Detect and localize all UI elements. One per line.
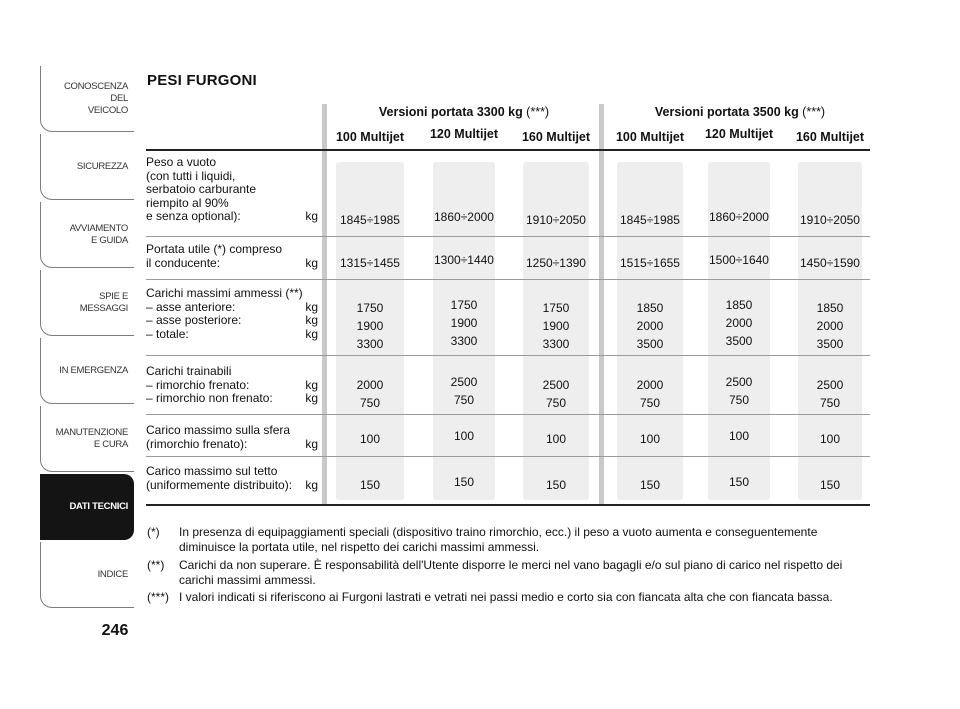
table-cell: 1845÷1985 [340,213,400,227]
chapter-sidebar [40,66,134,610]
table-cell: 1910÷2050 [800,213,860,227]
tab-conoscenza-del-veicolo[interactable]: CONOSCENZA DEL VEICOLO [40,66,134,132]
table-cell: 1515÷1655 [620,256,680,270]
bottom-rule [146,504,870,506]
table-cell: 150 [639,478,661,492]
table-cell: 150 [545,478,567,492]
footnote-text: In presenza di equipaggiamenti speciali (dispositivo traino rimorchio, ecc.) il peso a vuoto aumenta e conseguentemente diminuisce la portata utile, nel rispetto dei carichi massimi ammessi. [179,525,818,554]
footnote-text: Carichi da non superare. È responsabilità dell'Utente disporre le merci nel vano bagagli e/o sul piano di carico nel rispetto dei carichi massimi ammessi. [179,558,843,587]
table-cell: 150 [453,475,475,489]
table-cell: 1500÷1640 [709,253,769,267]
footnote-marker: (**) [147,558,165,572]
row-rule [146,355,870,356]
table-cell: 100 [728,429,750,443]
table-cell: 150 [819,478,841,492]
table-cell: 1300÷1440 [434,253,494,267]
table-cell: 2000 750 [636,378,664,410]
row-rule [146,236,870,237]
table-cell: 1850 2000 3500 [636,301,664,351]
footnote-3 [147,590,867,605]
table-cell: 100 [545,432,567,446]
row-units: kg [305,209,318,223]
table-cell: 1750 1900 3300 [356,301,384,351]
column-divider [599,104,604,506]
table-cell: 100 [359,432,381,446]
footnote-marker: (***) [147,590,170,604]
table-cell: 150 [728,475,750,489]
table-cell: 2500 750 [816,378,844,410]
table-cell: 1910÷2050 [526,213,586,227]
row-label: Portata utile (*) compreso il conducente: [146,242,283,270]
table-cell: 1315÷1455 [340,256,400,270]
tab-avviamento-e-guida[interactable]: AVVIAMENTO E GUIDA [40,202,134,268]
tab-manutenzione-e-cura[interactable]: MANUTENZIONE E CURA [40,406,134,472]
column-header: 100 Multijet [335,130,405,144]
table-cell: 1845÷1985 [620,213,680,227]
table-cell: 1250÷1390 [526,256,586,270]
table-cell: 100 [453,429,475,443]
column-header: 100 Multijet [615,130,685,144]
table-cell: 100 [819,432,841,446]
column-header: 160 Multijet [521,130,591,144]
table-cell: 1750 1900 3300 [542,301,570,351]
row-units: kg [305,477,318,492]
table-cell: 1750 1900 3300 [450,298,478,348]
column-header: 120 Multijet [704,127,774,141]
row-units: kg kg [305,377,318,405]
table-cell: 1860÷2000 [709,210,769,224]
tab-indice[interactable]: INDICE [40,542,134,608]
table-cell: 1850 2000 3500 [725,298,753,348]
group-header-3300: Versioni portata 3300 kg (***) [378,105,550,119]
footnote-text: I valori indicati si riferiscono ai Furgoni lastrati e vetrati nei passi medio e corto sia con fiancata alta che con fiancata bassa. [179,590,833,604]
row-label: Carico massimo sulla sfera (rimorchio frenato): [146,423,291,451]
footnote-2 [147,558,867,588]
table-cell: 100 [639,432,661,446]
footnote-marker: (*) [147,525,160,539]
page-number: 246 [101,622,129,639]
tab-sicurezza[interactable]: SICUREZZA [40,134,134,200]
row-rule [146,414,870,415]
table-cell: 2000 750 [356,378,384,410]
row-units: kg kg kg [305,299,318,341]
column-header: 160 Multijet [795,130,865,144]
tab-in-emergenza[interactable]: IN EMERGENZA [40,338,134,404]
row-units: kg [305,255,318,270]
table-cell: 2500 750 [450,375,478,407]
table-cell: 2500 750 [725,375,753,407]
table-cell: 150 [359,478,381,492]
page-title: PESI FURGONI [147,72,257,89]
tab-spie-e-messaggi[interactable]: SPIE E MESSAGGI [40,270,134,336]
row-units: kg [305,436,318,451]
table-cell: 2500 750 [542,378,570,410]
column-header: 120 Multijet [429,127,499,141]
table-cell: 1850 2000 3500 [816,301,844,351]
row-rule [146,279,870,280]
row-label: Peso a vuoto (con tutti i liquidi, serbatoio carburante riempito al 90% e senza optional): [146,155,257,223]
row-label: Carichi trainabili – rimorchio frenato: – rimorchio non frenato: [146,364,273,405]
group-header-3500: Versioni portata 3500 kg (***) [654,105,826,119]
row-rule [146,456,870,457]
footnote-1 [147,525,867,555]
tab-dati-tecnici[interactable]: DATI TECNICI [40,474,134,540]
column-divider [322,104,327,506]
row-label: Carichi massimi ammessi (**) – asse anteriore: – asse posteriore: – totale: [146,286,303,341]
row-label: Carico massimo sul tetto (uniformemente distribuito): [146,464,293,492]
header-rule [146,149,870,151]
table-cell: 1860÷2000 [434,210,494,224]
table-cell: 1450÷1590 [800,256,860,270]
